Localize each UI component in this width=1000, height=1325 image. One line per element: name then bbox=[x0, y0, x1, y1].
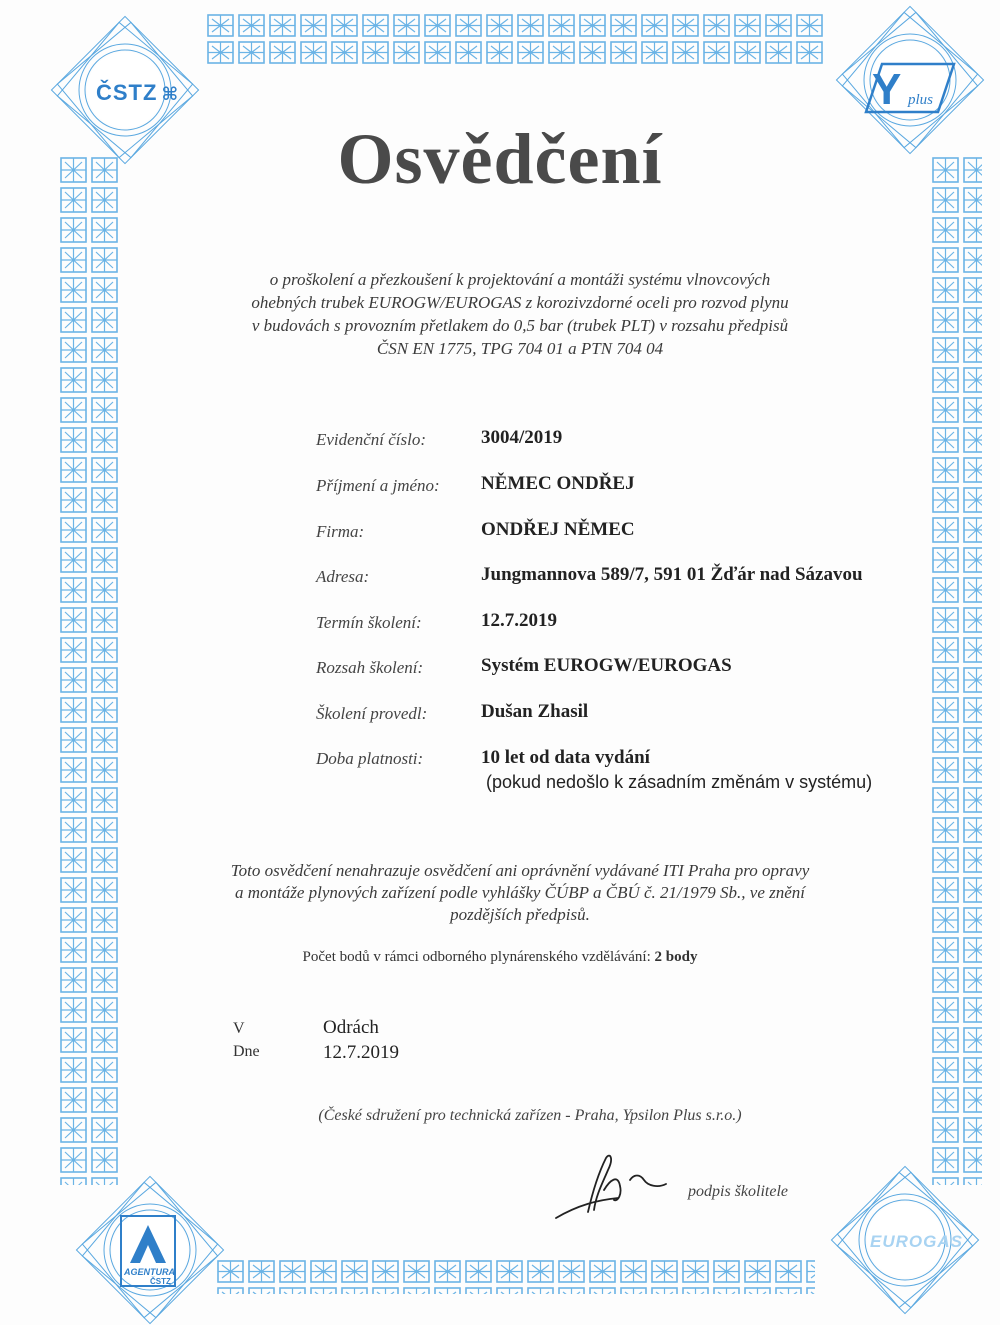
validity-note: (pokud nedošlo k zásadním změnám v systému) bbox=[486, 772, 873, 792]
training-scope-value: Systém EUROGW/EUROGAS bbox=[481, 655, 732, 676]
trainer-label: Školení provedl: bbox=[316, 704, 428, 723]
place-value: Odrách bbox=[323, 1017, 379, 1038]
notice-line: pozdějších předpisů. bbox=[450, 905, 590, 924]
place-label: V bbox=[233, 1020, 245, 1037]
address-label: Adresa: bbox=[316, 567, 370, 586]
date-label: Dne bbox=[233, 1043, 260, 1060]
validity-value: 10 let od data vydání bbox=[481, 747, 650, 768]
agentura-logo-text: AGENTURA bbox=[124, 1267, 175, 1277]
issuing-association: (České sdružení pro technická zařízen - Praha, Ypsilon Plus s.r.o.) bbox=[318, 1107, 742, 1124]
name-value: NĚMEC ONDŘEJ bbox=[481, 473, 635, 494]
cstz-knot-icon: ⌘ bbox=[161, 84, 180, 104]
trainer-signature bbox=[548, 1150, 678, 1225]
intro-line: o proškolení a přezkoušení k projektování a montáži systému vlnovcových bbox=[269, 270, 771, 289]
ypsilon-logo-plus: plus bbox=[908, 92, 934, 108]
training-scope-label: Rozsah školení: bbox=[316, 658, 424, 677]
cstz-logo bbox=[96, 80, 179, 106]
cstz-logo-text: ČSTZ bbox=[96, 80, 158, 105]
certificate-notice bbox=[170, 860, 870, 926]
ypsilon-plus-logo bbox=[862, 58, 958, 118]
training-date-label: Termín školení: bbox=[316, 613, 422, 632]
education-points-text: Počet bodů v rámci odborného plynárenského vzdělávání: bbox=[302, 949, 651, 965]
eurogas-logo: EUROGAS bbox=[870, 1232, 963, 1251]
right-ornamental-border bbox=[930, 155, 982, 1185]
education-points-value: 2 body bbox=[654, 949, 698, 965]
bottom-ornamental-border bbox=[215, 1258, 815, 1294]
notice-line: a montáže plynových zařízení podle vyhlášky ČÚBP a ČBÚ č. 21/1979 Sb., ve znění bbox=[234, 883, 805, 902]
signature-label: podpis školitele bbox=[688, 1183, 788, 1200]
left-ornamental-border bbox=[58, 155, 120, 1185]
record-number-value: 3004/2019 bbox=[481, 427, 563, 448]
trainer-value: Dušan Zhasil bbox=[481, 701, 589, 722]
top-ornamental-border bbox=[205, 12, 825, 67]
validity-label: Doba platnosti: bbox=[316, 749, 424, 768]
certificate-title: Osvědčení bbox=[337, 119, 663, 199]
notice-line: Toto osvědčení nenahrazuje osvědčení ani oprávnění vydávané ITI Praha pro opravy bbox=[230, 861, 810, 880]
company-value: ONDŘEJ NĚMEC bbox=[481, 519, 635, 540]
address-value: Jungmannova 589/7, 591 01 Žďár nad Sázavou bbox=[481, 564, 863, 585]
date-value: 12.7.2019 bbox=[323, 1042, 399, 1063]
record-number-label: Evidenční číslo: bbox=[316, 430, 426, 449]
name-label: Příjmení a jméno: bbox=[316, 476, 440, 495]
certificate-intro bbox=[190, 268, 850, 360]
agentura-logo-cstz: ČSTZ bbox=[150, 1277, 171, 1286]
education-points bbox=[0, 949, 1000, 966]
agentura-cstz-logo bbox=[120, 1215, 176, 1287]
intro-line: ohebných trubek EUROGW/EUROGAS z korozivzdorné oceli pro rozvod plynu bbox=[251, 293, 789, 312]
training-date-value: 12.7.2019 bbox=[481, 610, 557, 631]
intro-line: v budovách s provozním přetlakem do 0,5 bar (trubek PLT) v rozsahu předpisů bbox=[251, 316, 789, 335]
ypsilon-logo-letter: Y bbox=[872, 65, 902, 114]
company-label: Firma: bbox=[316, 522, 365, 541]
intro-line: ČSN EN 1775, TPG 704 01 a PTN 704 04 bbox=[376, 339, 664, 358]
